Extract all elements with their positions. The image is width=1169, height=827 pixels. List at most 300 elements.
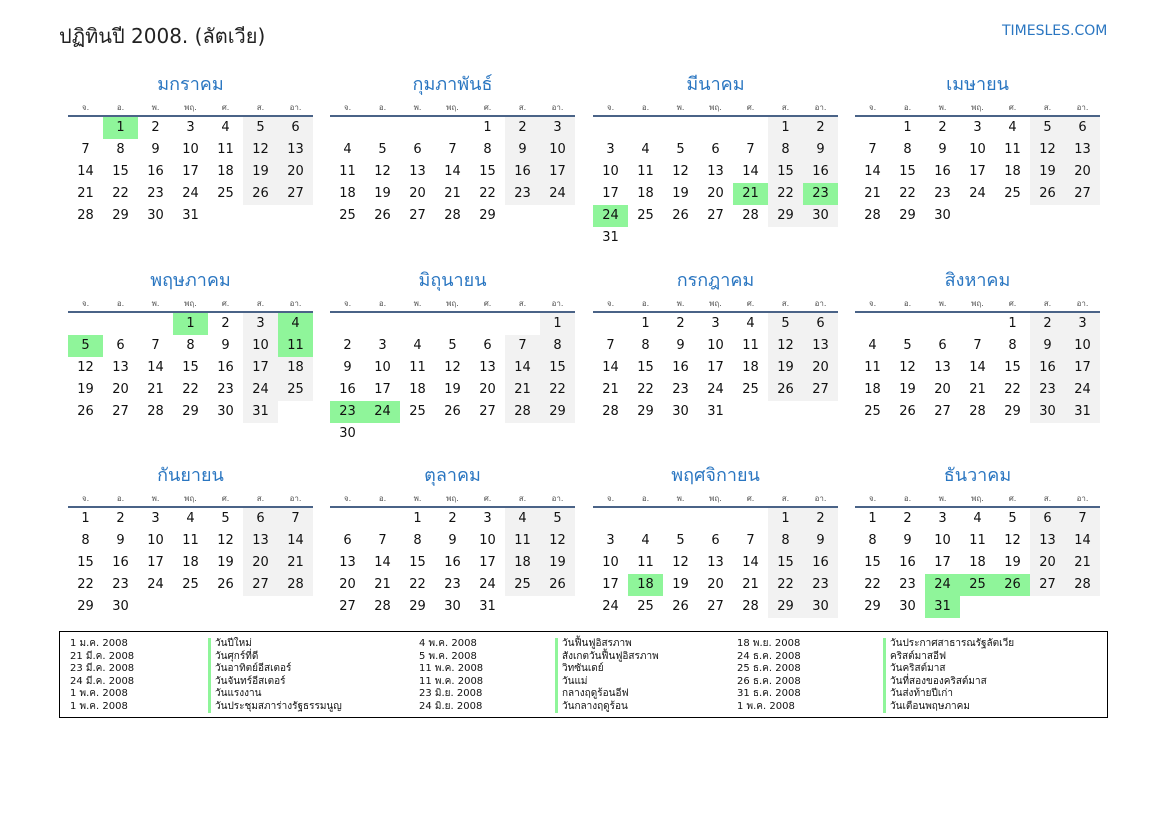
day-cell: 9: [938, 142, 947, 157]
day-cell: 11: [409, 360, 426, 375]
weekday-header: [330, 99, 575, 115]
day-cell: 9: [505, 139, 540, 161]
day-cell: 22: [899, 186, 916, 201]
month-name: มีนาคม: [686, 74, 745, 95]
day-cell: 7: [278, 508, 313, 530]
day-cell: 11: [864, 360, 881, 375]
holiday-name: วิทซันเดย์: [555, 663, 659, 676]
day-cell: 9: [676, 338, 685, 353]
month-name: พฤศจิกายน: [671, 465, 760, 486]
empty-cell: [733, 508, 768, 530]
day-cell: 3: [711, 316, 720, 331]
weekday-label: อา.: [551, 102, 564, 112]
day-cell: 22: [182, 382, 199, 397]
month-name: เมษายน: [946, 74, 1009, 95]
weekday-label: อ.: [903, 298, 912, 308]
weekday-header: [593, 99, 838, 115]
day-cell: 20: [1030, 552, 1065, 574]
holiday-day-cell: 5: [68, 335, 103, 357]
day-cell: 20: [707, 577, 724, 592]
day-cell: 2: [1030, 313, 1065, 335]
empty-cell: [435, 117, 470, 139]
day-cell: 14: [742, 164, 759, 179]
day-cell: 8: [768, 530, 803, 552]
holiday-date: 1 พ.ค. 2008: [70, 688, 128, 699]
weekday-label: จ.: [868, 493, 877, 503]
weekday-label: อ.: [116, 102, 125, 112]
day-cell: 24: [182, 186, 199, 201]
empty-cell: [365, 117, 400, 139]
empty-cell: [855, 117, 890, 139]
month-block: [855, 462, 1100, 618]
day-cell: 19: [672, 186, 689, 201]
day-cell: 24: [540, 183, 575, 205]
day-cell: 14: [602, 360, 619, 375]
day-cell: 2: [803, 508, 838, 530]
weekday-label: อ.: [641, 102, 650, 112]
weekday-label: อา.: [814, 298, 827, 308]
day-cell: 10: [602, 164, 619, 179]
day-cell: 16: [112, 555, 129, 570]
day-cell: 27: [409, 208, 426, 223]
day-cell: 3: [973, 120, 982, 135]
day-cell: 30: [899, 599, 916, 614]
site-link[interactable]: TIMESLES.COM: [1002, 23, 1108, 39]
day-cell: 1: [81, 511, 90, 526]
weekday-label: ศ.: [221, 298, 230, 308]
day-cell: 20: [479, 382, 496, 397]
day-cell: 11: [505, 530, 540, 552]
day-cell: 15: [77, 555, 94, 570]
day-cell: 10: [147, 533, 164, 548]
empty-cell: [890, 313, 925, 335]
holiday-date: 26 ธ.ค. 2008: [737, 675, 801, 687]
weekday-label: พฤ.: [709, 493, 722, 503]
day-cell: 25: [1004, 186, 1021, 201]
day-grid: [593, 313, 838, 423]
day-cell: 14: [77, 164, 94, 179]
empty-cell: [330, 313, 365, 335]
weekday-header: [68, 295, 313, 311]
weekday-label: อ.: [378, 298, 387, 308]
day-cell: 13: [1065, 139, 1100, 161]
day-cell: 1: [903, 120, 912, 135]
weekday-label: พฤ.: [184, 493, 197, 503]
day-grid: [68, 117, 313, 227]
month-name: มกราคม: [157, 74, 224, 95]
day-cell: 19: [768, 357, 803, 379]
day-cell: 7: [448, 142, 457, 157]
day-cell: 27: [707, 599, 724, 614]
day-cell: 10: [479, 533, 496, 548]
day-cell: 15: [479, 164, 496, 179]
empty-cell: [138, 313, 173, 335]
day-cell: 6: [343, 533, 352, 548]
day-cell: 15: [637, 360, 654, 375]
day-cell: 13: [112, 360, 129, 375]
weekday-label: พฤ.: [184, 102, 197, 112]
month-name: ตุลาคม: [424, 465, 481, 486]
day-cell: 21: [742, 577, 759, 592]
day-cell: 23: [672, 382, 689, 397]
day-cell: 8: [903, 142, 912, 157]
day-cell: 10: [374, 360, 391, 375]
holiday-day-cell: 23: [330, 401, 365, 423]
day-cell: 8: [413, 533, 422, 548]
day-cell: 22: [768, 574, 803, 596]
weekday-header: [855, 295, 1100, 311]
day-cell: 31: [707, 404, 724, 419]
weekday-label: ส.: [781, 102, 790, 112]
day-cell: 2: [938, 120, 947, 135]
weekday-label: อา.: [1076, 493, 1089, 503]
day-cell: 11: [182, 533, 199, 548]
day-cell: 7: [606, 338, 615, 353]
weekday-label: พ.: [938, 493, 947, 503]
day-cell: 18: [217, 164, 234, 179]
weekday-label: พ.: [938, 298, 947, 308]
day-cell: 3: [938, 511, 947, 526]
day-cell: 20: [707, 186, 724, 201]
holiday-date: 4 พ.ค. 2008: [419, 638, 477, 649]
holiday-name: วันคริสต์มาส: [883, 663, 1014, 676]
day-cell: 1: [1008, 316, 1017, 331]
weekday-label: อ.: [378, 493, 387, 503]
weekday-label: อา.: [289, 298, 302, 308]
day-cell: 12: [672, 164, 689, 179]
day-cell: 20: [278, 161, 313, 183]
day-cell: 4: [973, 511, 982, 526]
day-cell: 13: [339, 555, 356, 570]
empty-cell: [400, 117, 435, 139]
day-cell: 15: [899, 164, 916, 179]
day-cell: 13: [409, 164, 426, 179]
day-cell: 28: [742, 599, 759, 614]
day-cell: 11: [637, 164, 654, 179]
day-cell: 22: [540, 379, 575, 401]
day-cell: 23: [444, 577, 461, 592]
day-cell: 3: [151, 511, 160, 526]
month-name: กันยายน: [157, 465, 224, 486]
weekday-label: จ.: [868, 102, 877, 112]
day-cell: 22: [864, 577, 881, 592]
day-cell: 4: [413, 338, 422, 353]
day-cell: 12: [243, 139, 278, 161]
holiday-date: 25 ธ.ค. 2008: [737, 663, 801, 674]
day-cell: 20: [339, 577, 356, 592]
day-cell: 18: [969, 555, 986, 570]
month-block: [855, 71, 1100, 227]
day-cell: 15: [540, 357, 575, 379]
day-cell: 3: [606, 533, 615, 548]
weekday-label: อ.: [378, 102, 387, 112]
empty-cell: [698, 117, 733, 139]
day-cell: 5: [676, 533, 685, 548]
day-cell: 27: [1030, 574, 1065, 596]
day-cell: 19: [672, 577, 689, 592]
empty-cell: [925, 313, 960, 335]
month-block: [330, 71, 575, 227]
holiday-day-cell: 1: [103, 117, 138, 139]
page-title: ปฏิทินปี 2008. (ลัตเวีย): [59, 24, 266, 48]
weekday-label: ศ.: [1008, 298, 1017, 308]
day-cell: 30: [934, 208, 951, 223]
day-cell: 28: [77, 208, 94, 223]
day-cell: 19: [1004, 555, 1021, 570]
month-block: [593, 71, 838, 249]
day-cell: 17: [243, 357, 278, 379]
weekday-label: จ.: [81, 298, 90, 308]
day-cell: 8: [540, 335, 575, 357]
day-cell: 12: [1004, 533, 1021, 548]
day-cell: 25: [217, 186, 234, 201]
day-cell: 31: [1065, 401, 1100, 423]
day-cell: 17: [1065, 357, 1100, 379]
day-cell: 30: [112, 599, 129, 614]
day-cell: 5: [221, 511, 230, 526]
day-cell: 30: [803, 205, 838, 227]
weekday-label: พ.: [413, 298, 422, 308]
day-cell: 2: [221, 316, 230, 331]
day-cell: 15: [409, 555, 426, 570]
weekday-label: พฤ.: [971, 102, 984, 112]
day-cell: 28: [864, 208, 881, 223]
day-cell: 21: [505, 379, 540, 401]
month-name: ธันวาคม: [943, 465, 1012, 486]
weekday-label: พฤ.: [446, 298, 459, 308]
day-cell: 25: [742, 382, 759, 397]
day-cell: 19: [217, 555, 234, 570]
holiday-day-cell: 23: [803, 183, 838, 205]
day-cell: 25: [182, 577, 199, 592]
day-cell: 21: [444, 186, 461, 201]
day-cell: 25: [409, 404, 426, 419]
weekday-label: จ.: [868, 298, 877, 308]
day-cell: 15: [768, 552, 803, 574]
day-cell: 15: [768, 161, 803, 183]
empty-cell: [330, 508, 365, 530]
weekday-label: จ.: [606, 493, 615, 503]
weekday-header: [593, 295, 838, 311]
weekday-label: พ.: [413, 493, 422, 503]
month-block: [330, 462, 575, 618]
day-cell: 31: [602, 230, 619, 245]
day-cell: 6: [413, 142, 422, 157]
holiday-day-cell: 31: [925, 596, 960, 618]
day-cell: 17: [374, 382, 391, 397]
holiday-date: 18 พ.ย. 2008: [737, 638, 801, 649]
day-cell: 29: [409, 599, 426, 614]
empty-cell: [733, 117, 768, 139]
weekday-label: พฤ.: [971, 298, 984, 308]
day-cell: 16: [147, 164, 164, 179]
day-cell: 22: [77, 577, 94, 592]
day-cell: 15: [1004, 360, 1021, 375]
empty-cell: [365, 313, 400, 335]
holiday-name: วันประชุมสภาร่างรัฐธรรมนูญ: [208, 701, 342, 714]
day-cell: 3: [378, 338, 387, 353]
day-cell: 9: [1030, 335, 1065, 357]
day-cell: 30: [147, 208, 164, 223]
day-cell: 16: [505, 161, 540, 183]
holiday-name: วันแม่: [555, 676, 659, 689]
weekday-label: อา.: [289, 102, 302, 112]
holiday-day-cell: 11: [278, 335, 313, 357]
day-cell: 14: [278, 530, 313, 552]
day-cell: 11: [339, 164, 356, 179]
day-cell: 7: [746, 142, 755, 157]
day-cell: 27: [339, 599, 356, 614]
day-cell: 6: [116, 338, 125, 353]
weekday-label: ศ.: [221, 102, 230, 112]
holiday-date: 23 มี.ค. 2008: [70, 663, 135, 674]
holiday-date: 24 มี.ค. 2008: [70, 675, 135, 687]
day-cell: 3: [540, 117, 575, 139]
day-cell: 10: [969, 142, 986, 157]
empty-cell: [663, 117, 698, 139]
day-cell: 8: [1008, 338, 1017, 353]
day-cell: 6: [711, 142, 720, 157]
day-cell: 21: [602, 382, 619, 397]
day-cell: 29: [540, 401, 575, 423]
holiday-name: วันปีใหม่: [208, 638, 342, 651]
weekday-label: ศ.: [483, 493, 492, 503]
day-cell: 12: [444, 360, 461, 375]
day-cell: 2: [448, 511, 457, 526]
day-cell: 20: [112, 382, 129, 397]
day-cell: 12: [1030, 139, 1065, 161]
empty-cell: [365, 508, 400, 530]
day-cell: 24: [969, 186, 986, 201]
day-cell: 14: [444, 164, 461, 179]
day-cell: 15: [112, 164, 129, 179]
holiday-name: สังเกตวันฟื้นฟูอิสรภาพ: [555, 651, 659, 664]
month-block: [330, 267, 575, 445]
day-grid: [593, 508, 838, 618]
day-cell: 7: [973, 338, 982, 353]
day-cell: 1: [641, 316, 650, 331]
empty-cell: [628, 117, 663, 139]
holiday-name: วันส่งท้ายปีเก่า: [883, 688, 1014, 701]
empty-cell: [628, 508, 663, 530]
day-cell: 21: [278, 552, 313, 574]
day-cell: 12: [672, 555, 689, 570]
day-grid: [593, 117, 838, 249]
day-cell: 1: [483, 120, 492, 135]
holiday-dates-col-3: [737, 638, 801, 713]
month-block: [593, 267, 838, 423]
day-cell: 17: [602, 186, 619, 201]
empty-cell: [435, 313, 470, 335]
day-cell: 26: [672, 208, 689, 223]
day-cell: 2: [505, 117, 540, 139]
day-grid: [330, 508, 575, 618]
day-cell: 11: [217, 142, 234, 157]
holiday-date: 1 พ.ค. 2008: [737, 700, 795, 712]
day-cell: 8: [483, 142, 492, 157]
holiday-day-cell: 24: [365, 401, 400, 423]
day-cell: 4: [746, 316, 755, 331]
month-name: กรกฎาคม: [676, 270, 755, 291]
weekday-header: [330, 490, 575, 506]
day-cell: 8: [768, 139, 803, 161]
day-cell: 2: [803, 117, 838, 139]
day-cell: 3: [1065, 313, 1100, 335]
day-cell: 23: [112, 577, 129, 592]
day-cell: 17: [479, 555, 496, 570]
holiday-date: 1 พ.ค. 2008: [70, 700, 128, 712]
day-cell: 13: [707, 164, 724, 179]
day-cell: 26: [77, 404, 94, 419]
day-cell: 24: [479, 577, 496, 592]
day-cell: 4: [1008, 120, 1017, 135]
day-cell: 11: [637, 555, 654, 570]
month-name: พฤษภาคม: [150, 270, 231, 291]
weekday-label: อ.: [641, 298, 650, 308]
day-cell: 28: [278, 574, 313, 596]
day-cell: 7: [151, 338, 160, 353]
day-cell: 29: [768, 205, 803, 227]
day-cell: 27: [112, 404, 129, 419]
day-cell: 30: [672, 404, 689, 419]
day-cell: 28: [602, 404, 619, 419]
day-cell: 28: [374, 599, 391, 614]
day-cell: 5: [676, 142, 685, 157]
day-grid: [68, 313, 313, 423]
day-cell: 21: [147, 382, 164, 397]
empty-cell: [400, 313, 435, 335]
day-cell: 6: [1065, 117, 1100, 139]
day-cell: 27: [934, 404, 951, 419]
holiday-date: 23 มิ.ย. 2008: [419, 688, 483, 699]
holiday-day-cell: 24: [593, 205, 628, 227]
day-cell: 6: [711, 533, 720, 548]
weekday-label: อ.: [641, 493, 650, 503]
weekday-label: ศ.: [746, 298, 755, 308]
holiday-date: 11 พ.ค. 2008: [419, 675, 484, 687]
day-cell: 31: [479, 599, 496, 614]
day-cell: 14: [147, 360, 164, 375]
day-cell: 31: [182, 208, 199, 223]
day-cell: 13: [707, 555, 724, 570]
weekday-label: พ.: [676, 493, 685, 503]
month-name: สิงหาคม: [944, 270, 1011, 291]
weekday-label: พฤ.: [446, 493, 459, 503]
weekday-label: พฤ.: [446, 102, 459, 112]
day-cell: 21: [969, 382, 986, 397]
weekday-header: [855, 99, 1100, 115]
holiday-name: วันประกาศสาธารณรัฐลัตเวีย: [883, 638, 1014, 651]
day-cell: 10: [540, 139, 575, 161]
day-cell: 16: [444, 555, 461, 570]
holiday-dates-col-2: [419, 638, 483, 713]
day-cell: 10: [707, 338, 724, 353]
day-cell: 23: [1030, 379, 1065, 401]
day-cell: 17: [934, 555, 951, 570]
day-cell: 18: [339, 186, 356, 201]
day-cell: 23: [803, 574, 838, 596]
day-cell: 12: [374, 164, 391, 179]
day-cell: 7: [81, 142, 90, 157]
day-cell: 14: [742, 555, 759, 570]
day-cell: 6: [483, 338, 492, 353]
holiday-dates-col-1: [70, 638, 134, 713]
day-cell: 23: [217, 382, 234, 397]
day-cell: 29: [1004, 404, 1021, 419]
day-cell: 4: [221, 120, 230, 135]
day-cell: 13: [479, 360, 496, 375]
day-cell: 12: [77, 360, 94, 375]
